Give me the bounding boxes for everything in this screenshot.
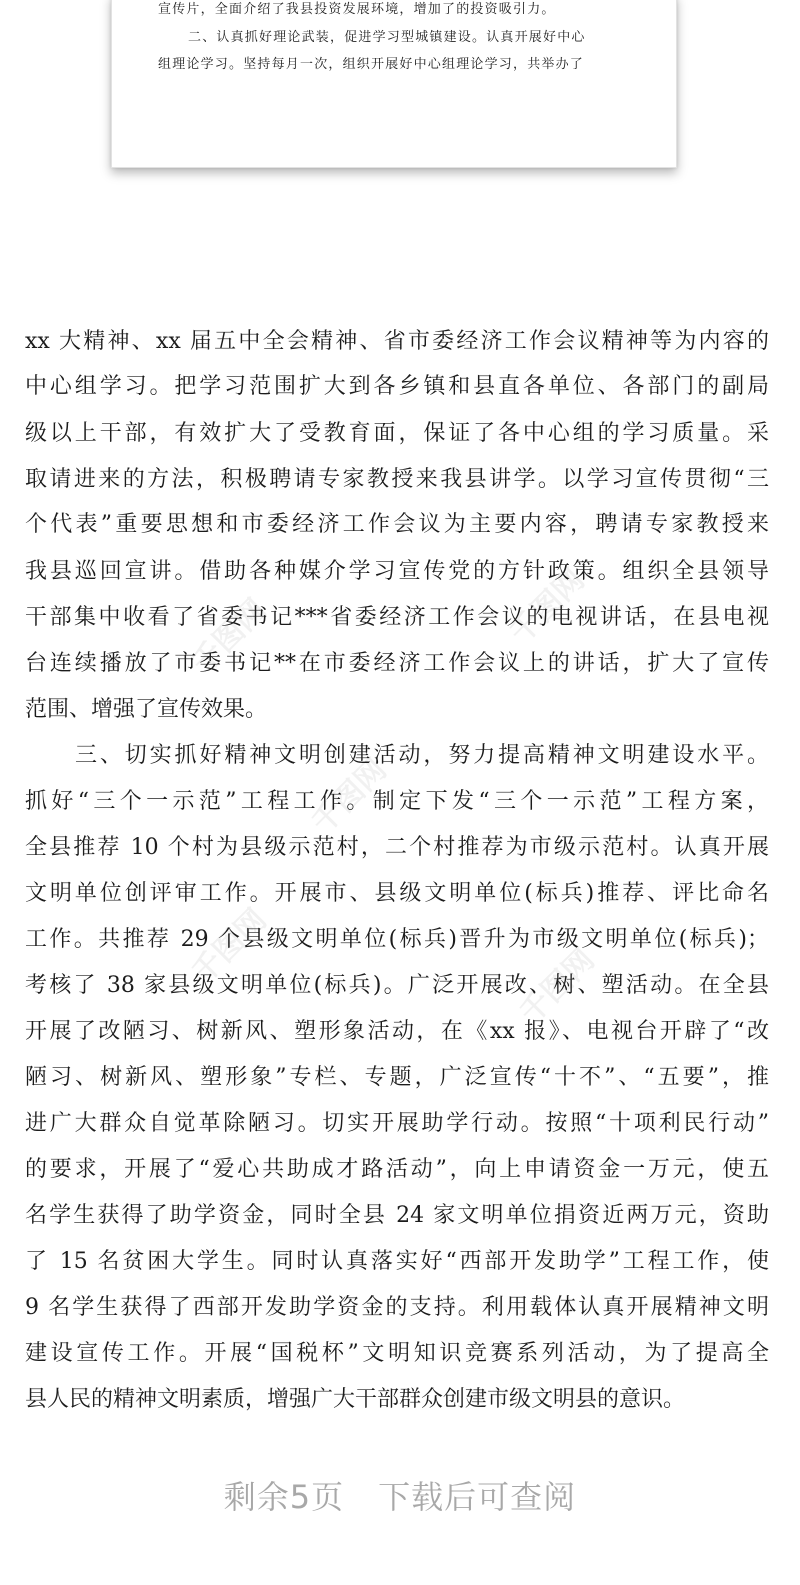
body-line: 建设宣传工作。开展“国税杯”文明知识竞赛系列活动，为了提高全 (25, 1341, 769, 1366)
preview-line: 宣传片，全面介绍了我县投资发展环境，增加了的投资吸引力。 (158, 2, 556, 17)
body-line: 考核了 38 家县级文明单位(标兵)。广泛开展改、树、塑活动。在全县 (25, 973, 769, 998)
document-preview-card (111, 0, 677, 168)
body-line: 进广大群众自觉革除陋习。切实开展助学行动。按照“十项利民行动” (25, 1111, 769, 1136)
watermark: 千图网 (305, 752, 394, 841)
body-line: 抓好“三个一示范”工程工作。制定下发“三个一示范”工程方案， (25, 789, 769, 814)
body-line: 个代表”重要思想和市委经济工作会议为主要内容，聘请专家教授来 (25, 512, 769, 537)
preview-line: 二、认真抓好理论武装，促进学习型城镇建设。认真开展好中心 (188, 30, 586, 45)
watermark: 千图网 (513, 942, 602, 1031)
watermark: 千图网 (503, 562, 592, 651)
watermark: 千图网 (185, 902, 274, 991)
body-line: 了 15 名贫困大学生。同时认真落实好“西部开发助学”工程工作，使 (25, 1249, 769, 1274)
body-line: 9 名学生获得了西部开发助学资金的支持。利用载体认真开展精神文明 (25, 1295, 769, 1320)
body-line: 级以上干部，有效扩大了受教育面，保证了各中心组的学习质量。采 (25, 421, 769, 446)
watermark: 千图网 (185, 592, 274, 681)
body-line: 文明单位创评审工作。开展市、县级文明单位(标兵)推荐、评比命名 (25, 881, 769, 906)
remaining-pages-text: 剩余5页 (223, 1478, 345, 1516)
body-line: 陋习、树新风、塑形象”专栏、专题，广泛宣传“十不”、“五要”，推 (25, 1065, 769, 1090)
body-line: 工作。共推荐 29 个县级文明单位(标兵)晋升为市级文明单位(标兵)； (25, 927, 769, 952)
body-line: 的要求，开展了“爱心共助成才路活动”，向上申请资金一万元，使五 (25, 1157, 769, 1182)
body-line: 名学生获得了助学资金，同时全县 24 家文明单位捐资近两万元，资助 (25, 1203, 769, 1228)
preview-line: 组理论学习。坚持每月一次，组织开展好中心组理论学习，共举办了 (158, 57, 585, 72)
body-line: xx 大精神、xx 届五中全会精神、省市委经济工作会议精神等为内容的 (25, 329, 769, 354)
body-line: 我县巡回宣讲。借助各种媒介学习宣传党的方针政策。组织全县领导 (25, 559, 769, 584)
body-line: 取请进来的方法，积极聘请专家教授来我县讲学。以学习宣传贯彻“三 (25, 467, 769, 492)
body-line: 范围、增强了宣传效果。 (25, 697, 268, 722)
body-line: 中心组学习。把学习范围扩大到各乡镇和县直各单位、各部门的副局 (25, 374, 769, 399)
body-line: 县人民的精神文明素质，增强广大干部群众创建市级文明县的意识。 (25, 1387, 686, 1412)
body-line: 干部集中收看了省委书记***省委经济工作会议的电视讲话，在县电视 (25, 605, 769, 630)
body-line: 开展了改陋习、树新风、塑形象活动，在《xx 报》、电视台开辟了“改 (25, 1019, 769, 1044)
body-line: 全县推荐 10 个村为县级示范村，二个村推荐为市级示范村。认真开展 (25, 835, 769, 860)
download-to-view-text[interactable]: 下载后可查阅 (378, 1478, 577, 1516)
body-line: 台连续播放了市委书记**在市委经济工作会议上的讲话，扩大了宣传 (25, 651, 769, 676)
body-line: 三、切实抓好精神文明创建活动，努力提高精神文明建设水平。 (75, 743, 769, 768)
download-prompt[interactable] (0, 1472, 800, 1518)
